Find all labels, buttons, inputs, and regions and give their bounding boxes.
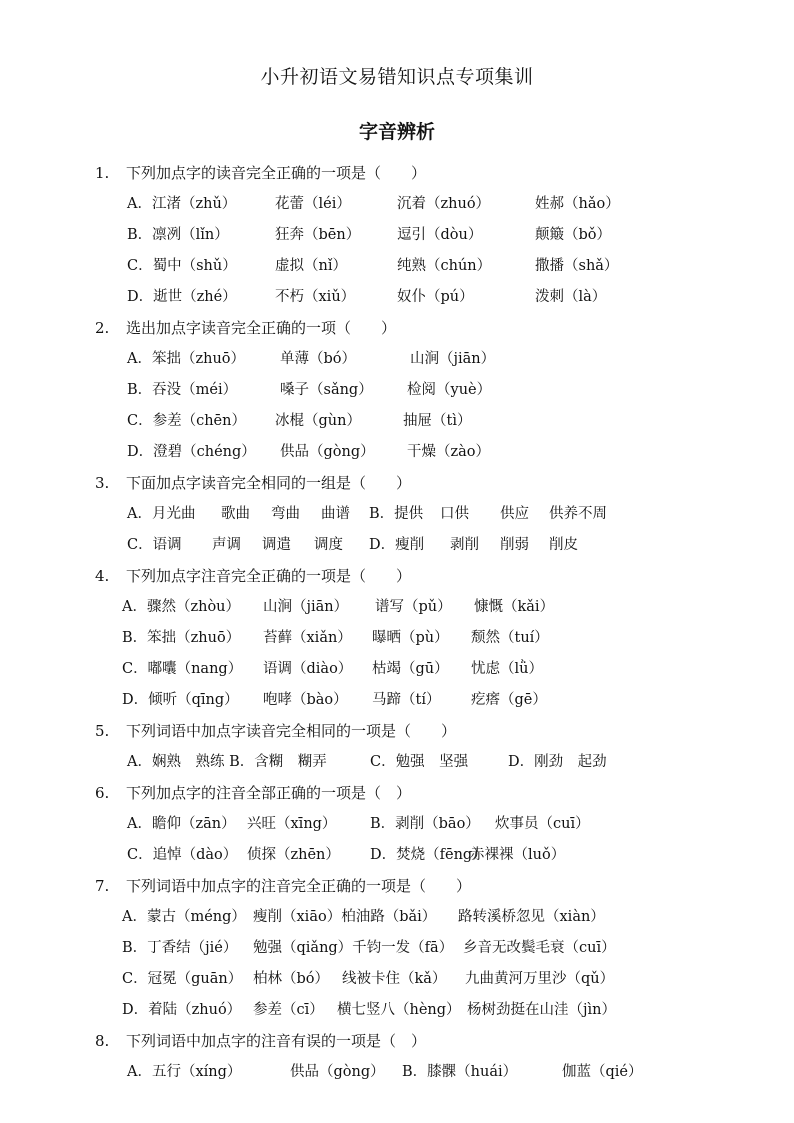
- question-number: 8.: [95, 1032, 110, 1050]
- option-item: 调遣: [262, 537, 291, 553]
- option-item: 瘦削（xiāo）柏油路（bǎi）: [253, 909, 437, 925]
- question-number: 2.: [95, 319, 110, 337]
- question-number: 6.: [95, 784, 110, 802]
- option-item: 杨树劲挺在山洼（jìn）: [467, 1002, 616, 1018]
- option-row: [0, 964, 794, 995]
- option-row: [0, 530, 794, 561]
- option-item: 赤裸裸（luǒ）: [470, 847, 566, 863]
- option-item: 谱写（pǔ）: [375, 599, 452, 615]
- option-row: [0, 220, 794, 251]
- option-item: C．追悼（dào）: [127, 847, 238, 863]
- option-item: 参差（cī）: [253, 1002, 324, 1018]
- question-stem: [0, 1026, 794, 1057]
- question-text: 下列词语中加点字的注音完全正确的一项是（ ）: [126, 877, 472, 895]
- question-list: [0, 158, 794, 1088]
- question-number: 5.: [95, 722, 110, 740]
- option-item: 弯曲: [271, 506, 300, 522]
- question: [0, 158, 794, 313]
- option-item: 炊事员（cuī）: [495, 816, 590, 832]
- option-item: B．笨拙（zhuō）: [122, 630, 241, 646]
- option-item: A．蒙古（méng）: [122, 909, 246, 925]
- option-item: B．凛冽（lǐn）: [127, 227, 229, 243]
- question-stem: [0, 871, 794, 902]
- question: [0, 313, 794, 468]
- option-item: 削皮: [549, 537, 578, 553]
- option-item: 马蹄（tí）: [372, 692, 441, 708]
- option-item: B．吞没（méi）: [127, 382, 238, 398]
- question-text: 下列词语中加点字读音完全相同的一项是（ ）: [126, 722, 457, 740]
- option-item: 枯竭（gū）: [372, 661, 449, 677]
- option-item: 剥削: [450, 537, 479, 553]
- option-item: D．澄碧（chéng）: [127, 444, 256, 460]
- question-stem: [0, 468, 794, 499]
- option-item: 疙瘩（gē）: [471, 692, 547, 708]
- option-item: A．五行（xíng）: [127, 1064, 242, 1080]
- option-row: [0, 282, 794, 313]
- option-row: [0, 251, 794, 282]
- option-item: C．嘟囔（nang）: [122, 661, 243, 677]
- option-row: [0, 747, 794, 778]
- question: [0, 871, 794, 1026]
- option-row: [0, 654, 794, 685]
- option-item: 口供: [440, 506, 469, 522]
- option-item: C．参差（chēn）: [127, 413, 246, 429]
- option-row: [0, 375, 794, 406]
- option-item: 颠簸（bǒ）: [535, 227, 612, 243]
- option-item: 奴仆（pú）: [397, 289, 474, 305]
- option-item: A．骤然（zhòu）: [122, 599, 241, 615]
- option-item: C．蜀中（shǔ）: [127, 258, 237, 274]
- option-item: 横七竖八（hèng）: [337, 1002, 461, 1018]
- option-row: [0, 344, 794, 375]
- option-item: 供品（gòng）: [280, 444, 375, 460]
- option-item: 勉强（qiǎng）千钧一发（fā）: [253, 940, 454, 956]
- question-text: 下面加点字读音完全相同的一组是（ ）: [126, 474, 412, 492]
- option-item: 供品（gòng）: [290, 1064, 385, 1080]
- option-item: 侦探（zhēn）: [247, 847, 340, 863]
- question-text: 下列加点字的读音完全正确的一项是（ ）: [126, 164, 427, 182]
- option-item: 逗引（dòu）: [397, 227, 483, 243]
- question: [0, 778, 794, 871]
- option-item: D．瘦削: [369, 537, 425, 553]
- option-item: D．焚烧（fēng）: [370, 847, 487, 863]
- option-row: [0, 933, 794, 964]
- option-item: 曲谱: [321, 506, 350, 522]
- question: [0, 716, 794, 778]
- option-item: 线被卡住（kǎ）: [342, 971, 447, 987]
- option-item: 苔藓（xiǎn）: [263, 630, 352, 646]
- question-stem: [0, 313, 794, 344]
- question: [0, 561, 794, 716]
- option-item: D．刚劲 起劲: [508, 754, 607, 770]
- option-item: 嗓子（sǎng）: [280, 382, 373, 398]
- question-number: 1.: [95, 164, 110, 182]
- option-item: B．剥削（bāo）: [370, 816, 480, 832]
- question: [0, 1026, 794, 1088]
- option-item: 泼刺（là）: [535, 289, 607, 305]
- option-item: 慷慨（kǎi）: [474, 599, 555, 615]
- option-row: [0, 902, 794, 933]
- option-item: 虚拟（nǐ）: [275, 258, 347, 274]
- option-item: 供养不周: [549, 506, 607, 522]
- option-item: 削弱: [500, 537, 529, 553]
- option-item: D．着陆（zhuó）: [122, 1002, 242, 1018]
- option-item: 声调: [212, 537, 241, 553]
- option-item: 语调（diào）: [263, 661, 353, 677]
- option-item: D．逝世（zhé）: [127, 289, 237, 305]
- question-number: 3.: [95, 474, 110, 492]
- option-item: C．语调: [127, 537, 182, 553]
- option-item: 九曲黄河万里沙（qǔ）: [465, 971, 615, 987]
- question-stem: [0, 158, 794, 189]
- option-item: 纯熟（chún）: [397, 258, 492, 274]
- option-item: C．勉强 坚强: [370, 754, 469, 770]
- option-row: [0, 623, 794, 654]
- option-item: 冰棍（gùn）: [275, 413, 361, 429]
- question-text: 下列加点字注音完全正确的一项是（ ）: [126, 567, 412, 585]
- option-item: 姓郝（hǎo）: [535, 196, 620, 212]
- option-row: [0, 189, 794, 220]
- option-item: B．提供: [369, 506, 424, 522]
- option-item: 撒播（shǎ）: [535, 258, 619, 274]
- option-item: 检阅（yuè）: [407, 382, 492, 398]
- option-item: 兴旺（xīng）: [247, 816, 337, 832]
- option-item: 调度: [314, 537, 343, 553]
- option-item: B．膝髁（huái）: [402, 1064, 518, 1080]
- option-item: 伽蓝（qié）: [562, 1064, 643, 1080]
- option-item: 山涧（jiān）: [410, 351, 496, 367]
- question-number: 7.: [95, 877, 110, 895]
- option-item: A．江渚（zhǔ）: [127, 196, 237, 212]
- option-item: 干燥（zào）: [407, 444, 491, 460]
- option-item: 路转溪桥忽见（xiàn）: [458, 909, 605, 925]
- option-item: 抽屉（tì）: [403, 413, 472, 429]
- option-item: D．倾听（qīng）: [122, 692, 239, 708]
- option-item: 颓然（tuí）: [471, 630, 549, 646]
- option-row: [0, 406, 794, 437]
- option-item: B．丁香结（jié）: [122, 940, 238, 956]
- option-item: A．月光曲: [127, 506, 196, 522]
- option-item: 狂奔（bēn）: [275, 227, 361, 243]
- option-row: [0, 499, 794, 530]
- option-row: [0, 840, 794, 871]
- option-item: 不朽（xiǔ）: [275, 289, 356, 305]
- option-item: 供应: [500, 506, 529, 522]
- option-row: [0, 1057, 794, 1088]
- question-text: 下列加点字的注音全部正确的一项是（ ）: [126, 784, 412, 802]
- option-item: 曝晒（pù）: [372, 630, 449, 646]
- option-item: 柏林（bó）: [253, 971, 330, 987]
- page-title: 小升初语文易错知识点专项集训: [260, 66, 534, 88]
- option-item: A．瞻仰（zān）: [127, 816, 236, 832]
- question-text: 下列词语中加点字的注音有误的一项是（ ）: [126, 1032, 427, 1050]
- option-row: [0, 685, 794, 716]
- option-item: 单薄（bó）: [280, 351, 357, 367]
- option-row: [0, 995, 794, 1026]
- option-item: 乡音无改鬓毛衰（cuī）: [463, 940, 616, 956]
- question-number: 4.: [95, 567, 110, 585]
- question-stem: [0, 778, 794, 809]
- option-item: 山涧（jiān）: [263, 599, 349, 615]
- option-row: [0, 809, 794, 840]
- option-row: [0, 592, 794, 623]
- option-item: A．笨拙（zhuō）: [127, 351, 246, 367]
- option-item: 歌曲: [221, 506, 250, 522]
- option-item: A．娴熟 熟练 B．含糊 糊弄: [127, 754, 327, 770]
- question-text: 选出加点字读音完全正确的一项（ ）: [126, 319, 397, 337]
- question: [0, 468, 794, 561]
- option-row: [0, 437, 794, 468]
- section-subtitle: 字音辨析: [358, 121, 435, 143]
- option-item: 花蕾（léi）: [275, 196, 351, 212]
- option-item: 忧虑（lǜ）: [471, 661, 543, 677]
- question-stem: [0, 561, 794, 592]
- option-item: 沉着（zhuó）: [397, 196, 491, 212]
- question-stem: [0, 716, 794, 747]
- option-item: 咆哮（bào）: [263, 692, 348, 708]
- option-item: C．冠冕（guān）: [122, 971, 243, 987]
